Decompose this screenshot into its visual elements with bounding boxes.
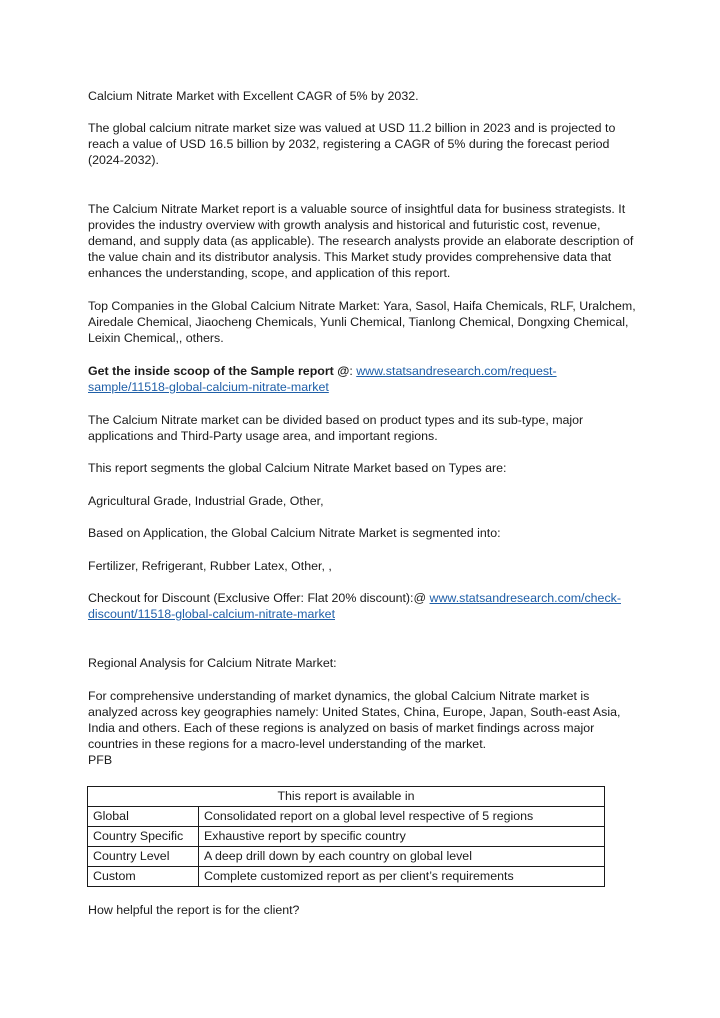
table-row xyxy=(88,807,605,827)
availability-table xyxy=(87,786,605,887)
pfb-label: PFB xyxy=(88,753,113,767)
report-description-cell: Complete customized report as per client’s requirements xyxy=(199,867,605,887)
discount-link[interactable]: www.statsandresearch.com/check-discount/11518-global-calcium-nitrate-market xyxy=(88,591,621,621)
table-row xyxy=(88,847,605,867)
top-companies-paragraph: Top Companies in the Global Calcium Nitrate Market: Yara, Sasol, Haifa Chemicals, RLF, Uralchem, Airedale Chemical, Jiaocheng Chemicals, Yunli Chemical, Tianlong Chemical, Dongxing Chemical, Leixin Chemical,, others. xyxy=(88,299,636,345)
title-line: Calcium Nitrate Market with Excellent CAGR of 5% by 2032. xyxy=(88,89,419,103)
table-header-cell: This report is available in xyxy=(88,787,605,807)
report-type-cell: Custom xyxy=(88,867,199,887)
market-division-paragraph: The Calcium Nitrate market can be divided based on product types and its sub-type, major applications and Third-Party usage area, and important regions. xyxy=(88,413,584,443)
report-description-cell: Consolidated report on a global level respective of 5 regions xyxy=(199,807,605,827)
regional-paragraph: For comprehensive understanding of market dynamics, the global Calcium Nitrate market is analyzed across key geographies namely: United States, China, Europe, Japan, South-east Asia, India and others. Each of these regions is analyzed on basis of market findings across major countries in these regions for a macro-level understanding of the market. xyxy=(88,689,621,751)
report-description-paragraph: The Calcium Nitrate Market report is a valuable source of insightful data for business strategists. It provides the industry overview with growth analysis and historical and futuristic cost, revenue, demand, and supply data (as applicable). The research analysts provide an elaborate description of the value chain and its distributor analysis. This Market study provides comprehensive data that enhances the understanding, scope, and application of this report. xyxy=(88,202,634,280)
sample-report-label: Get the inside scoop of the Sample report @ xyxy=(88,364,350,378)
closing-question: How helpful the report is for the client? xyxy=(88,903,300,917)
report-description-cell: Exhaustive report by specific country xyxy=(199,827,605,847)
report-description-cell: A deep drill down by each country on global level xyxy=(199,847,605,867)
types-list: Agricultural Grade, Industrial Grade, Other, xyxy=(88,494,324,508)
table-row xyxy=(88,827,605,847)
report-type-cell: Country Specific xyxy=(88,827,199,847)
sample-report-separator: : xyxy=(349,364,357,378)
table-row xyxy=(88,867,605,887)
table-header-row xyxy=(88,787,605,807)
regional-heading: Regional Analysis for Calcium Nitrate Market: xyxy=(88,656,337,670)
types-intro-paragraph: This report segments the global Calcium Nitrate Market based on Types are: xyxy=(88,461,507,475)
application-list: Fertilizer, Refrigerant, Rubber Latex, Other, , xyxy=(88,559,332,573)
sample-report-line xyxy=(88,363,636,395)
sample-report-link[interactable]: www.statsandresearch.com/request-sample/11518-global-calcium-nitrate-market xyxy=(88,364,557,394)
report-type-cell: Global xyxy=(88,807,199,827)
discount-line xyxy=(88,590,636,622)
market-size-paragraph: The global calcium nitrate market size was valued at USD 11.2 billion in 2023 and is projected to reach a value of USD 16.5 billion by 2032, registering a CAGR of 5% during the forecast period (2024-2032). xyxy=(88,121,616,167)
discount-label: Checkout for Discount (Exclusive Offer: Flat 20% discount):@ xyxy=(88,591,430,605)
report-type-cell: Country Level xyxy=(88,847,199,867)
application-intro-paragraph: Based on Application, the Global Calcium Nitrate Market is segmented into: xyxy=(88,526,501,540)
